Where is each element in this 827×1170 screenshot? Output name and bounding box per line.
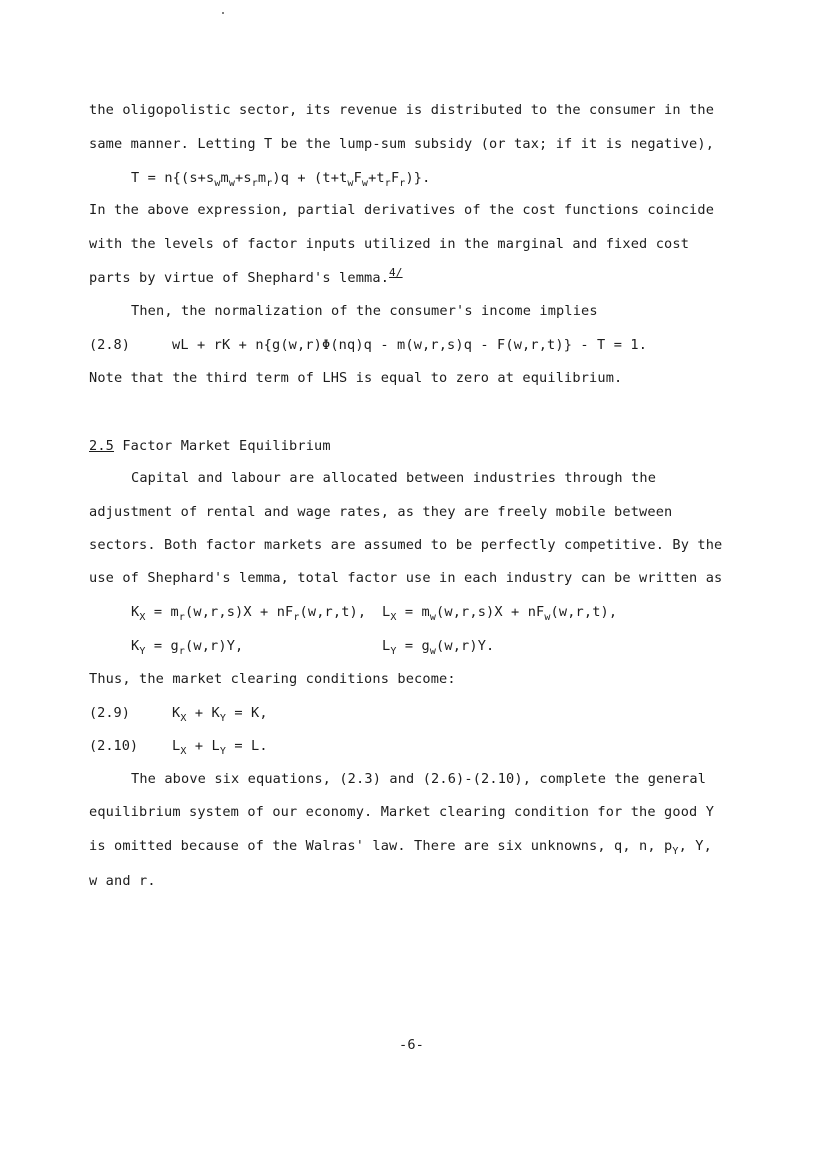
section-number: 2.5	[89, 438, 115, 454]
text-line: Thus, the market clearing conditions become:	[89, 671, 456, 687]
text-line: In the above expression, partial derivatives of the cost functions coincide	[89, 202, 715, 218]
equation-number: (2.10)	[89, 738, 139, 754]
equation-income: wL + rK + n{g(w,r)Φ(nq)q - m(w,r,s)q - F(w,r,t)} - T = 1.	[172, 337, 648, 353]
text-line: w and r.	[89, 873, 156, 889]
equation-factor-demand-x: $K_X = m_r(w,r,s)X + nF_r(w,r,t)$,	[131, 604, 367, 623]
text-line: Then, the normalization of the consumer's income implies	[131, 303, 598, 319]
equation-labour-clearing: $L_X + L_Y = L$.	[172, 738, 268, 757]
text-line: equilibrium system of our economy. Market clearing condition for the good Y	[89, 804, 715, 820]
text-line: adjustment of rental and wage rates, as they are freely mobile between	[89, 504, 673, 520]
text-line: sectors. Both factor markets are assumed to be perfectly competitive. By the	[89, 537, 723, 553]
equation-factor-demand-y: $K_Y = g_r(w,r)Y$,	[131, 638, 244, 657]
equation-number: (2.9)	[89, 705, 130, 721]
text-line: parts by virtue of Shephard's lemma.$^{4/}$	[89, 266, 403, 286]
text-line: is omitted because of the Walras' law. There are six unknowns, q, n, $p_Y$, Y,	[89, 838, 712, 857]
text-line: Capital and labour are allocated between industries through the	[131, 470, 657, 486]
text-line: The above six equations, (2.3) and (2.6)-(2.10), complete the general	[131, 771, 707, 787]
equation-labour-demand-x: $L_X = m_w(w,r,s)X + nF_w(w,r,t)$,	[382, 604, 618, 623]
text-line: Note that the third term of LHS is equal to zero at equilibrium.	[89, 370, 623, 386]
equation-number: (2.8)	[89, 337, 130, 353]
equation-transfer: $T = n\{(s+s_wm_w+s_rm_r)q + (t+t_wF_w+t_rF_r)\}$.	[131, 170, 431, 189]
footnote-ref: 4/	[389, 266, 403, 279]
section-title: Factor Market Equilibrium	[114, 438, 331, 454]
equation-capital-clearing: $K_X + K_Y = K$,	[172, 705, 268, 724]
text-line: with the levels of factor inputs utilized in the marginal and fixed cost	[89, 236, 690, 252]
scan-speck	[222, 12, 224, 14]
text-line: the oligopolistic sector, its revenue is distributed to the consumer in the	[89, 102, 715, 118]
section-heading	[89, 437, 331, 455]
page-number: -6-	[399, 1037, 425, 1053]
text-line: same manner. Letting T be the lump-sum subsidy (or tax; if it is negative),	[89, 136, 715, 152]
text-line: use of Shephard's lemma, total factor use in each industry can be written as	[89, 570, 723, 586]
equation-labour-demand-y: $L_Y = g_w(w,r)Y$.	[382, 638, 495, 657]
